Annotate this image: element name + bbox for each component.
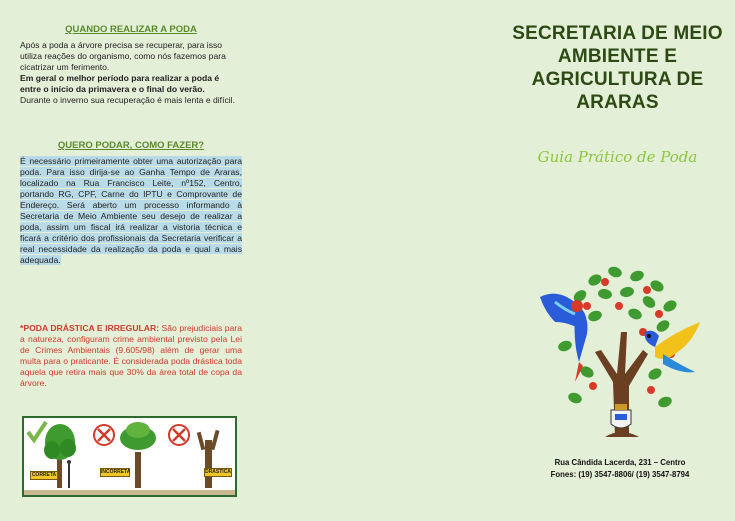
pruning-illustration [22, 416, 237, 497]
how-text: É necessário primeiramente obter uma autorização para poda. Para isso dirija-se ao Ganha Tempo de Araras, localizado na Rua Francisco Leite, nº152, Centro, portando RG, CPF, Carne do IPTU e Comprovante de Endereço. Será aberto um processo informando à Secretaria de Meio Ambiente seu desejo de realizar a poda, assim um fiscal irá realizar a vistoria técnica e ficará a critério dos profissionais da Secretaria verificar a real necessidade da realização da poda e qual a mais adequada. [20, 156, 242, 265]
section-title-how: QUERO PODAR, COMO FAZER? [57, 140, 205, 151]
blue-parrot [540, 294, 588, 382]
when-text-1: Após a poda a árvore precisa se recuperar, para isso utiliza reações do organismo, como nós fazemos para cicatrizar um ferimento. [20, 40, 226, 72]
drastic-text: São prejudiciais para a natureza, configuram crime ambiental previsto pela Lei de Crimes Ambientais (9.605/98) além de gerar uma multa para o praticante. É considerada poda drástica toda aquela que retira mais que 30% da área total de copa da árvore. [20, 323, 242, 388]
how-paragraph [20, 156, 242, 266]
check-icon [28, 422, 46, 440]
pruning-trees-drawing [24, 418, 235, 495]
yellow-macaw [645, 322, 700, 372]
sign-incorrect: INCORRETA [101, 469, 131, 475]
cover-subtitle: Guia Prático de Poda [537, 148, 698, 166]
cover-title: SECRETARIA DE MEIO AMBIENTE E AGRICULTURA DE ARARAS [512, 23, 723, 113]
section-title-when: QUANDO REALIZAR A PODA [65, 24, 197, 35]
address-line: Rua Cândida Lacerda, 231 – Centro [554, 458, 686, 467]
address-block [505, 457, 735, 481]
sign-correct: CORRETA [31, 472, 57, 478]
when-text-bold: Em geral o melhor período para realizar a poda é entre o início da primavera e o final do verão. [20, 73, 220, 94]
sign-drastic: DRÁSTICA [205, 469, 231, 475]
when-text-2: Durante o inverno sua recuperação é mais lenta e difícil. [20, 95, 235, 105]
tree-parrots-illustration [535, 262, 705, 442]
when-paragraph [20, 40, 242, 106]
drastic-label: *PODA DRÁSTICA E IRREGULAR: [20, 323, 160, 333]
phone-line: Fones: (19) 3547-8806/ (19) 3547-8794 [550, 470, 690, 479]
drastic-paragraph [20, 323, 242, 389]
